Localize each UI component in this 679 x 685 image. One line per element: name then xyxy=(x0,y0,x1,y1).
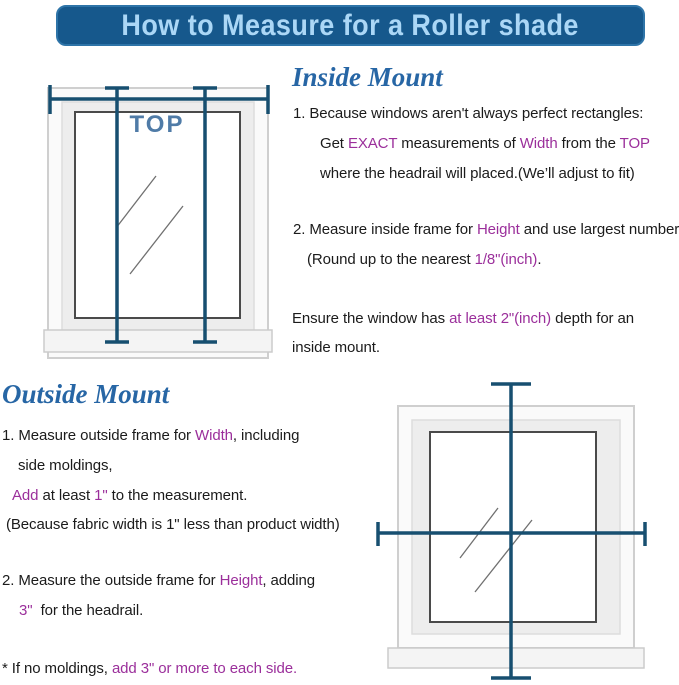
text-segment: 2. Measure inside frame for xyxy=(293,221,477,238)
text-segment: add 3" or more to each side. xyxy=(111,660,298,677)
inside-item1-line1 xyxy=(293,104,643,124)
window-sill xyxy=(388,648,644,668)
text-segment: inside mount. xyxy=(292,339,380,356)
top-label: TOP xyxy=(129,111,185,138)
text-segment: Ensure the window has xyxy=(292,310,450,327)
text-segment: EXACT xyxy=(347,135,398,152)
text-segment: (Because fabric width is 1" less than product width) xyxy=(6,516,340,533)
inside-item1-line3 xyxy=(320,164,635,184)
outside-item1-line3 xyxy=(12,486,247,506)
outside-item1-line1 xyxy=(2,426,299,446)
text-segment: at least xyxy=(38,487,95,504)
outside-item2-line1 xyxy=(2,571,315,591)
window-frame xyxy=(388,406,644,668)
text-segment: (Round up to the nearest xyxy=(307,251,475,268)
page-title: How to Measure for a Roller shade xyxy=(121,8,580,42)
text-segment: depth for an xyxy=(551,310,635,327)
outside-mount-window-diagram xyxy=(368,376,679,685)
text-segment: 3" xyxy=(19,602,33,619)
text-segment: Add xyxy=(12,487,39,504)
outside-item2-line2 xyxy=(19,601,143,621)
text-segment: at least 2"(inch) xyxy=(449,310,552,327)
outside-item1-line2 xyxy=(18,456,112,476)
text-segment: and use largest number xyxy=(519,221,679,238)
inside-mount-window-diagram xyxy=(28,78,278,373)
text-segment: measurements of xyxy=(397,135,520,152)
text-segment: TOP xyxy=(619,135,650,152)
text-segment: to the measurement. xyxy=(107,487,248,504)
title-banner xyxy=(56,5,645,46)
text-segment: 1/8"(inch) xyxy=(474,251,538,268)
text-segment: . xyxy=(537,251,542,268)
text-segment: 1. Measure outside frame for xyxy=(2,427,196,444)
inside-mount-heading: Inside Mount xyxy=(292,62,443,92)
text-segment: , including xyxy=(232,427,300,444)
outside-mount-heading: Outside Mount xyxy=(2,379,170,409)
inside-item1-line2 xyxy=(320,134,650,154)
inside-item2-line1 xyxy=(293,220,679,240)
text-segment: Width xyxy=(519,135,558,152)
text-segment: 1" xyxy=(94,487,108,504)
window-sill xyxy=(44,330,272,352)
text-segment: * If no moldings, xyxy=(2,660,112,677)
text-segment: Height xyxy=(476,221,520,238)
text-segment: Width xyxy=(195,427,233,444)
inside-depth-note-line1 xyxy=(292,309,634,329)
outside-item1-line4 xyxy=(6,515,340,535)
text-segment: side moldings, xyxy=(18,457,113,474)
text-segment: Height xyxy=(219,572,263,589)
text-segment: , adding xyxy=(262,572,316,589)
text-segment: Get xyxy=(320,135,348,152)
inside-depth-note-line2 xyxy=(292,338,380,358)
text-segment: from the xyxy=(557,135,620,152)
inside-item2-line2 xyxy=(307,250,541,270)
text-segment: for the headrail. xyxy=(32,602,144,619)
text-segment: 2. Measure the outside frame for xyxy=(2,572,220,589)
text-segment: 1. Because windows aren't always perfect rectangles: xyxy=(293,105,644,122)
text-segment: where the headrail will placed.(We’ll adjust to fit) xyxy=(320,165,635,182)
outside-moldings-note xyxy=(2,659,297,679)
